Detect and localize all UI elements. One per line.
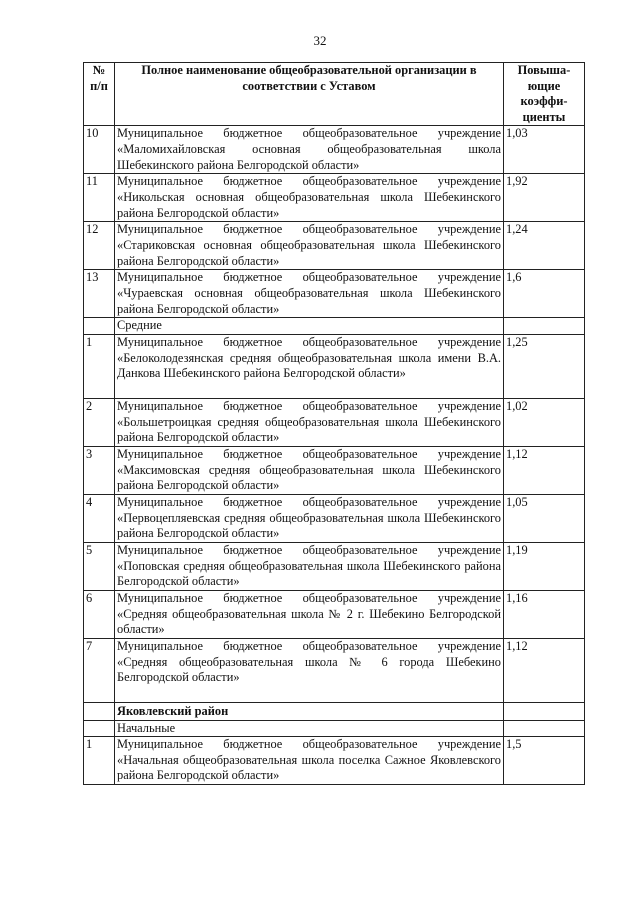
district-num-cell <box>84 702 115 720</box>
district-coef-cell <box>504 702 585 720</box>
row-coef: 1,25 <box>504 334 585 398</box>
row-name: Муниципальное бюджетное общеобразовательное учреждение «Большетроицкая средняя общеобразовательная школа Шебекинского района Белгородской области» <box>115 398 504 446</box>
table-row <box>84 638 585 702</box>
row-coef: 1,05 <box>504 494 585 542</box>
row-name: Муниципальное бюджетное общеобразовательное учреждение «Маломихайловская основная общеобразовательная школа Шебекинского района Белгородской области» <box>115 126 504 174</box>
row-name: Муниципальное бюджетное общеобразовательное учреждение «Средняя общеобразовательная школа № 2 г. Шебекино Белгородской области» <box>115 590 504 638</box>
district-row <box>84 702 585 720</box>
row-num: 12 <box>84 222 115 270</box>
section-label: Средние <box>115 318 504 335</box>
header-name: Полное наименование общеобразовательной организации в соответствии с Уставом <box>115 63 504 126</box>
row-coef: 1,03 <box>504 126 585 174</box>
row-coef: 1,19 <box>504 542 585 590</box>
row-num: 11 <box>84 174 115 222</box>
row-num: 7 <box>84 638 115 702</box>
row-coef: 1,24 <box>504 222 585 270</box>
table-row <box>84 494 585 542</box>
section-row <box>84 720 585 737</box>
district-title: Яковлевский район <box>115 702 504 720</box>
row-num: 1 <box>84 334 115 398</box>
row-name: Муниципальное бюджетное общеобразовательное учреждение «Поповская средняя общеобразовательная школа Шебекинского района Белгородской области» <box>115 542 504 590</box>
row-num: 4 <box>84 494 115 542</box>
section-row <box>84 318 585 335</box>
section-coef-cell <box>504 318 585 335</box>
section-coef-cell <box>504 720 585 737</box>
section-num-cell <box>84 720 115 737</box>
table-row <box>84 174 585 222</box>
table-row <box>84 542 585 590</box>
row-name: Муниципальное бюджетное общеобразовательное учреждение «Максимовская средняя общеобразовательная школа Шебекинского района Белгородской области» <box>115 446 504 494</box>
row-name: Муниципальное бюджетное общеобразовательное учреждение «Белоколодезянская средняя общеобразовательная школа имени В.А. Данкова Шебекинского района Белгородской области» <box>115 334 504 398</box>
table-row <box>84 590 585 638</box>
row-name: Муниципальное бюджетное общеобразовательное учреждение «Средняя общеобразовательная школа № 6 города Шебекино Белгородской области» <box>115 638 504 702</box>
row-coef: 1,02 <box>504 398 585 446</box>
row-num: 13 <box>84 270 115 318</box>
coefficients-table <box>83 62 585 785</box>
header-coef: Повыша-ющие коэффи-циенты <box>504 63 585 126</box>
row-num: 2 <box>84 398 115 446</box>
table-row <box>84 126 585 174</box>
row-coef: 1,12 <box>504 638 585 702</box>
row-name: Муниципальное бюджетное общеобразовательное учреждение «Начальная общеобразовательная школа поселка Сажное Яковлевского района Белгородской области» <box>115 737 504 785</box>
row-num: 10 <box>84 126 115 174</box>
table-row <box>84 737 585 785</box>
row-num: 6 <box>84 590 115 638</box>
page-number: 32 <box>313 33 327 48</box>
row-name: Муниципальное бюджетное общеобразовательное учреждение «Чураевская основная общеобразовательная школа Шебекинского района Белгородской области» <box>115 270 504 318</box>
row-coef: 1,6 <box>504 270 585 318</box>
row-num: 1 <box>84 737 115 785</box>
table-header-row <box>84 63 585 126</box>
section-label: Начальные <box>115 720 504 737</box>
section-num-cell <box>84 318 115 335</box>
row-name: Муниципальное бюджетное общеобразовательное учреждение «Никольская основная общеобразовательная школа Шебекинского района Белгородской области» <box>115 174 504 222</box>
row-coef: 1,12 <box>504 446 585 494</box>
table-row <box>84 222 585 270</box>
row-name: Муниципальное бюджетное общеобразовательное учреждение «Первоцепляевская средняя общеобразовательная школа Шебекинского района Белгородской области» <box>115 494 504 542</box>
table-row <box>84 398 585 446</box>
row-name: Муниципальное бюджетное общеобразовательное учреждение «Стариковская основная общеобразовательная школа Шебекинского района Белгородской области» <box>115 222 504 270</box>
row-num: 3 <box>84 446 115 494</box>
row-coef: 1,16 <box>504 590 585 638</box>
row-coef: 1,5 <box>504 737 585 785</box>
table-row <box>84 446 585 494</box>
table-row <box>84 334 585 398</box>
header-num: № п/п <box>84 63 115 126</box>
row-num: 5 <box>84 542 115 590</box>
row-coef: 1,92 <box>504 174 585 222</box>
table-row <box>84 270 585 318</box>
